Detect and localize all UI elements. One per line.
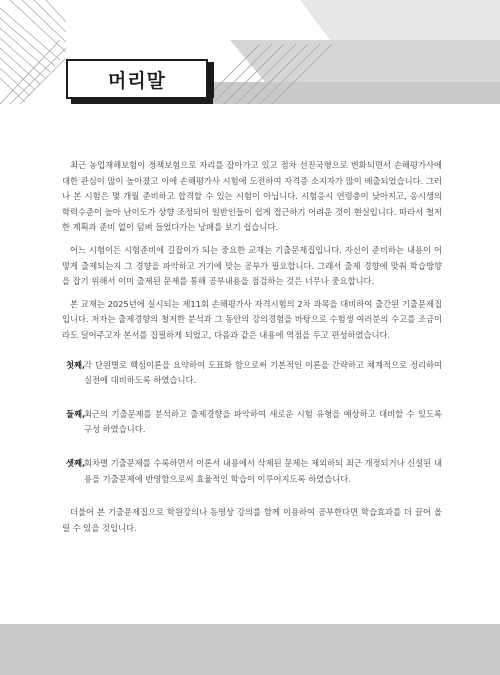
header-band [0, 0, 500, 104]
list-item [62, 407, 442, 438]
title-box [66, 59, 208, 99]
item-label: 둘째, [66, 408, 86, 419]
item-text: 회차별 기출문제를 수록하면서 이론서 내용에서 삭제된 문제는 제외하되 최근 개정되거나 신설된 내용을 기출문제에 반영함으로써 효율적인 학습이 이루어지도록 하였습니다. [84, 457, 442, 484]
page-title: 머리말 [107, 69, 167, 92]
key-points-list [62, 358, 442, 488]
paragraph-1: 최근 농업재해보험이 정책보험으로 자리를 잡아가고 있고 점차 선진국형으로 변화되면서 손해평가사에 대한 관심이 많이 높아졌고 이에 손해평가사 시험에 도전하여 자격증 소지자가 많이 배출되었습니다. 그러나 본 시험은 몇 개월 준비하고 합격할 수 있는 시험이 아닙니다. 시험응시 연령층이 낮아지고, 응시생의 학력수준이 높아 난이도가 상향 조정되어 일반인들이 쉽게 접근하기 어려운 것이 현실입니다. 따라서 철저한 계획과 준비 없이 덤벼 들었다가는 낭패를 보기 쉽습니다. [62, 160, 442, 233]
preface-content [62, 158, 442, 543]
item-text: 각 단원별로 핵심이론을 요약하여 도표화 함으로써 기본적인 이론을 간략하고 체계적으로 정리하여 실전에 대비하도록 하였습니다. [84, 359, 442, 386]
item-label: 셋째, [66, 457, 86, 468]
list-item [62, 456, 442, 487]
paragraph-2: 어느 시험이든 시험준비에 길잡이가 되는 중요한 교재는 기출문제집입니다. 자신이 준비하는 내용이 어떻게 출제되는지 그 경향을 파악하고 거기에 맞는 공부가 필요합니다. 그래서 출제 경향에 맞춰 학습방향을 잡기 위해서 이미 출제된 문제를 통해 공부내용을 점검하는 것은 너무나 중요합니다. [62, 244, 442, 287]
paragraph-3: 본 교재는 2025년에 실시되는 제11회 손해평가사 자격시험의 2차 과목을 대비하여 출간된 기출문제집입니다. 저자는 출제경향의 철저한 분석과 그 동안의 강의경험을 바탕으로 수험생 여러분의 수고를 조금이라도 덜어주고자 본서를 집필하게 되었고, 다음과 같은 내용에 역점을 두고 편성하였습니다. [62, 298, 442, 340]
item-label: 첫째, [66, 359, 86, 370]
footer-band [0, 624, 500, 675]
closing-paragraph: 더불어 본 기출문제집으로 학원강의나 동영상 강의를 함께 이용하여 공부한다면 학습효과를 더 끌어 올릴 수 있을 것입니다. [62, 507, 442, 533]
list-item [62, 358, 442, 389]
item-text: 최근의 기출문제를 분석하고 출제경향을 파악하여 새로운 시험 유형을 예상하고 대비할 수 있도록 구성 하였습니다. [84, 408, 442, 435]
